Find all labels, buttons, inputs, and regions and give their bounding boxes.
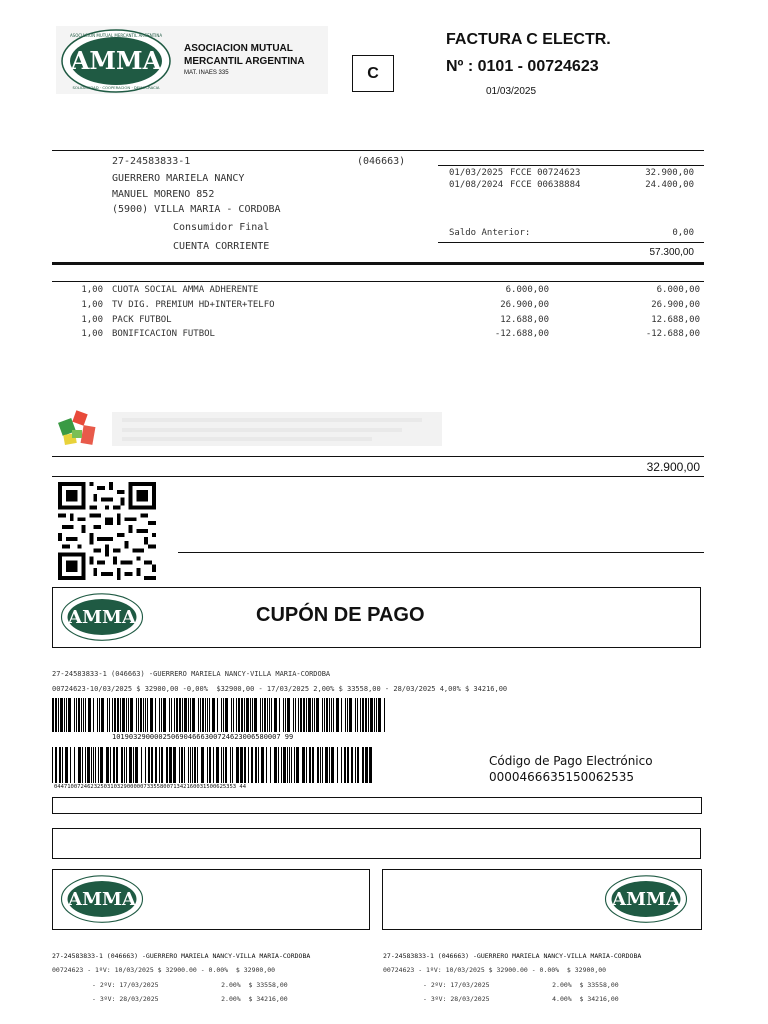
amma-logo-coupon bbox=[60, 592, 144, 642]
org-registration: MAT. INAES 335 bbox=[184, 70, 229, 76]
stub-left-line2: 00724623 - 1ºV: 10/03/2025 $ 32900.00 - 0.00% $ 32900,00 bbox=[52, 966, 276, 974]
doc-date: 01/03/2025 bbox=[486, 86, 537, 97]
amma-logo-stub-right bbox=[604, 874, 688, 924]
epay-label: Código de Pago Electrónico bbox=[489, 754, 653, 768]
invoice-total: 32.900,00 bbox=[646, 460, 700, 474]
stub-left-line3: - 2ºV: 17/03/2025 2.00% $ 33558,00 bbox=[92, 981, 288, 989]
stub-right-line4: - 3ºV: 28/03/2025 4.00% $ 34216,00 bbox=[423, 995, 619, 1003]
coupon-empty-box-1 bbox=[52, 797, 702, 814]
pending-row-doc: FCCE 00724623 bbox=[510, 168, 581, 178]
stub-left-line1: 27-24583833-1 (046663) -GUERRERO MARIELA NANCY-VILLA MARIA-CORDOBA bbox=[52, 952, 311, 960]
stub-right-line1: 27-24583833-1 (046663) -GUERRERO MARIELA NANCY-VILLA MARIA-CORDOBA bbox=[383, 952, 642, 960]
item-desc: CUOTA SOCIAL AMMA ADHERENTE bbox=[112, 285, 259, 295]
barcode-bar bbox=[385, 698, 386, 732]
pending-row-doc: FCCE 00638884 bbox=[510, 180, 581, 190]
svg-text:ASOCIACION MUTUAL MERCANTIL AR: ASOCIACION MUTUAL MERCANTIL ARGENTINA bbox=[69, 33, 163, 38]
item-unit-price: 26.900,00 bbox=[500, 300, 549, 310]
item-total: 12.688,00 bbox=[651, 315, 700, 325]
customer-account-type: CUENTA CORRIENTE bbox=[173, 241, 270, 252]
amma-logo-stub-left bbox=[60, 874, 144, 924]
signature-line bbox=[178, 552, 704, 553]
coupon-title: CUPÓN DE PAGO bbox=[256, 604, 425, 626]
svg-text:AMMA: AMMA bbox=[68, 889, 136, 910]
total-divider-top bbox=[52, 456, 704, 457]
stub-left-line4: - 3ºV: 28/03/2025 2.00% $ 34216,00 bbox=[92, 995, 288, 1003]
item-qty: 1,00 bbox=[81, 329, 103, 339]
stub-right-line3: - 2ºV: 17/03/2025 2.00% $ 33558,00 bbox=[423, 981, 619, 989]
barcode1-number: 1019032900002506904666300724623006580007 99 bbox=[112, 733, 294, 741]
coupon-line2: 00724623-10/03/2025 $ 32900,00 -0,00% $32900,00 - 17/03/2025 2,00% $ 33558,00 - 28/03/2025 4,00% $ 34216,00 bbox=[52, 685, 508, 693]
item-desc: PACK FUTBOL bbox=[112, 315, 172, 325]
customer-city: (5900) VILLA MARIA - CORDOBA bbox=[112, 204, 281, 215]
customer-address: MANUEL MORENO 852 bbox=[112, 189, 215, 200]
customer-name: GUERRERO MARIELA NANCY bbox=[112, 173, 245, 184]
promo-graphic bbox=[52, 404, 452, 452]
doc-type: FACTURA C ELECTR. bbox=[446, 31, 611, 48]
customer-code: (046663) bbox=[357, 156, 406, 167]
total-divider-bottom bbox=[52, 476, 704, 477]
doc-letter: C bbox=[367, 65, 379, 82]
pending-total: 57.300,00 bbox=[649, 247, 694, 258]
doc-letter-box bbox=[352, 55, 394, 92]
prev-balance-value: 0,00 bbox=[672, 228, 694, 238]
payment-barcode-1 bbox=[52, 698, 388, 732]
item-desc: BONIFICACION FUTBOL bbox=[112, 329, 215, 339]
pending-row-amount: 32.900,00 bbox=[645, 168, 694, 178]
item-qty: 1,00 bbox=[81, 300, 103, 310]
pending-divider-top bbox=[438, 165, 704, 166]
item-total: -12.688,00 bbox=[645, 329, 700, 339]
item-desc: TV DIG. PREMIUM HD+INTER+TELFO bbox=[112, 300, 275, 310]
coupon-empty-box-2 bbox=[52, 828, 701, 859]
item-unit-price: -12.688,00 bbox=[494, 329, 549, 339]
svg-text:AMMA: AMMA bbox=[68, 607, 136, 628]
org-name-line1: ASOCIACION MUTUAL bbox=[184, 43, 293, 54]
stub-right-line2: 00724623 - 1ºV: 10/03/2025 $ 32900.00 - 0.00% $ 32900,00 bbox=[383, 966, 607, 974]
prev-balance-label: Saldo Anterior: bbox=[449, 228, 531, 238]
pending-row-date: 01/03/2025 bbox=[449, 168, 504, 178]
item-unit-price: 12.688,00 bbox=[500, 315, 549, 325]
svg-text:SOLIDARIDAD · COOPERACION · DE: SOLIDARIDAD · COOPERACION · DEMOCRACIA bbox=[72, 85, 160, 90]
qr-code bbox=[54, 482, 160, 580]
org-name-line2: MERCANTIL ARGENTINA bbox=[184, 56, 305, 67]
divider-thick bbox=[52, 262, 704, 265]
items-divider bbox=[52, 281, 704, 282]
divider-top bbox=[52, 150, 704, 151]
amma-logo-header bbox=[60, 28, 172, 94]
item-qty: 1,00 bbox=[81, 315, 103, 325]
item-total: 6.000,00 bbox=[656, 285, 700, 295]
payment-barcode-2 bbox=[52, 747, 374, 783]
pending-divider-bottom bbox=[438, 242, 704, 243]
item-unit-price: 6.000,00 bbox=[505, 285, 549, 295]
coupon-line1: 27-24583833-1 (046663) -GUERRERO MARIELA NANCY-VILLA MARIA-CORDOBA bbox=[52, 670, 331, 678]
pending-row-date: 01/08/2024 bbox=[449, 180, 504, 190]
customer-tax-condition: Consumidor Final bbox=[173, 222, 270, 233]
barcode2-number: 0447100724623250310329000007335580071342160031500625353 44 bbox=[54, 784, 247, 790]
svg-text:AMMA: AMMA bbox=[612, 889, 680, 910]
item-total: 26.900,00 bbox=[651, 300, 700, 310]
customer-cuit: 27-24583833-1 bbox=[112, 156, 191, 167]
epay-code: 0000466635150062535 bbox=[489, 770, 635, 784]
pending-row-amount: 24.400,00 bbox=[645, 180, 694, 190]
item-qty: 1,00 bbox=[81, 285, 103, 295]
logo-text: AMMA bbox=[70, 46, 162, 75]
barcode-bar bbox=[369, 747, 372, 783]
doc-number: Nº : 0101 - 00724623 bbox=[446, 58, 599, 75]
